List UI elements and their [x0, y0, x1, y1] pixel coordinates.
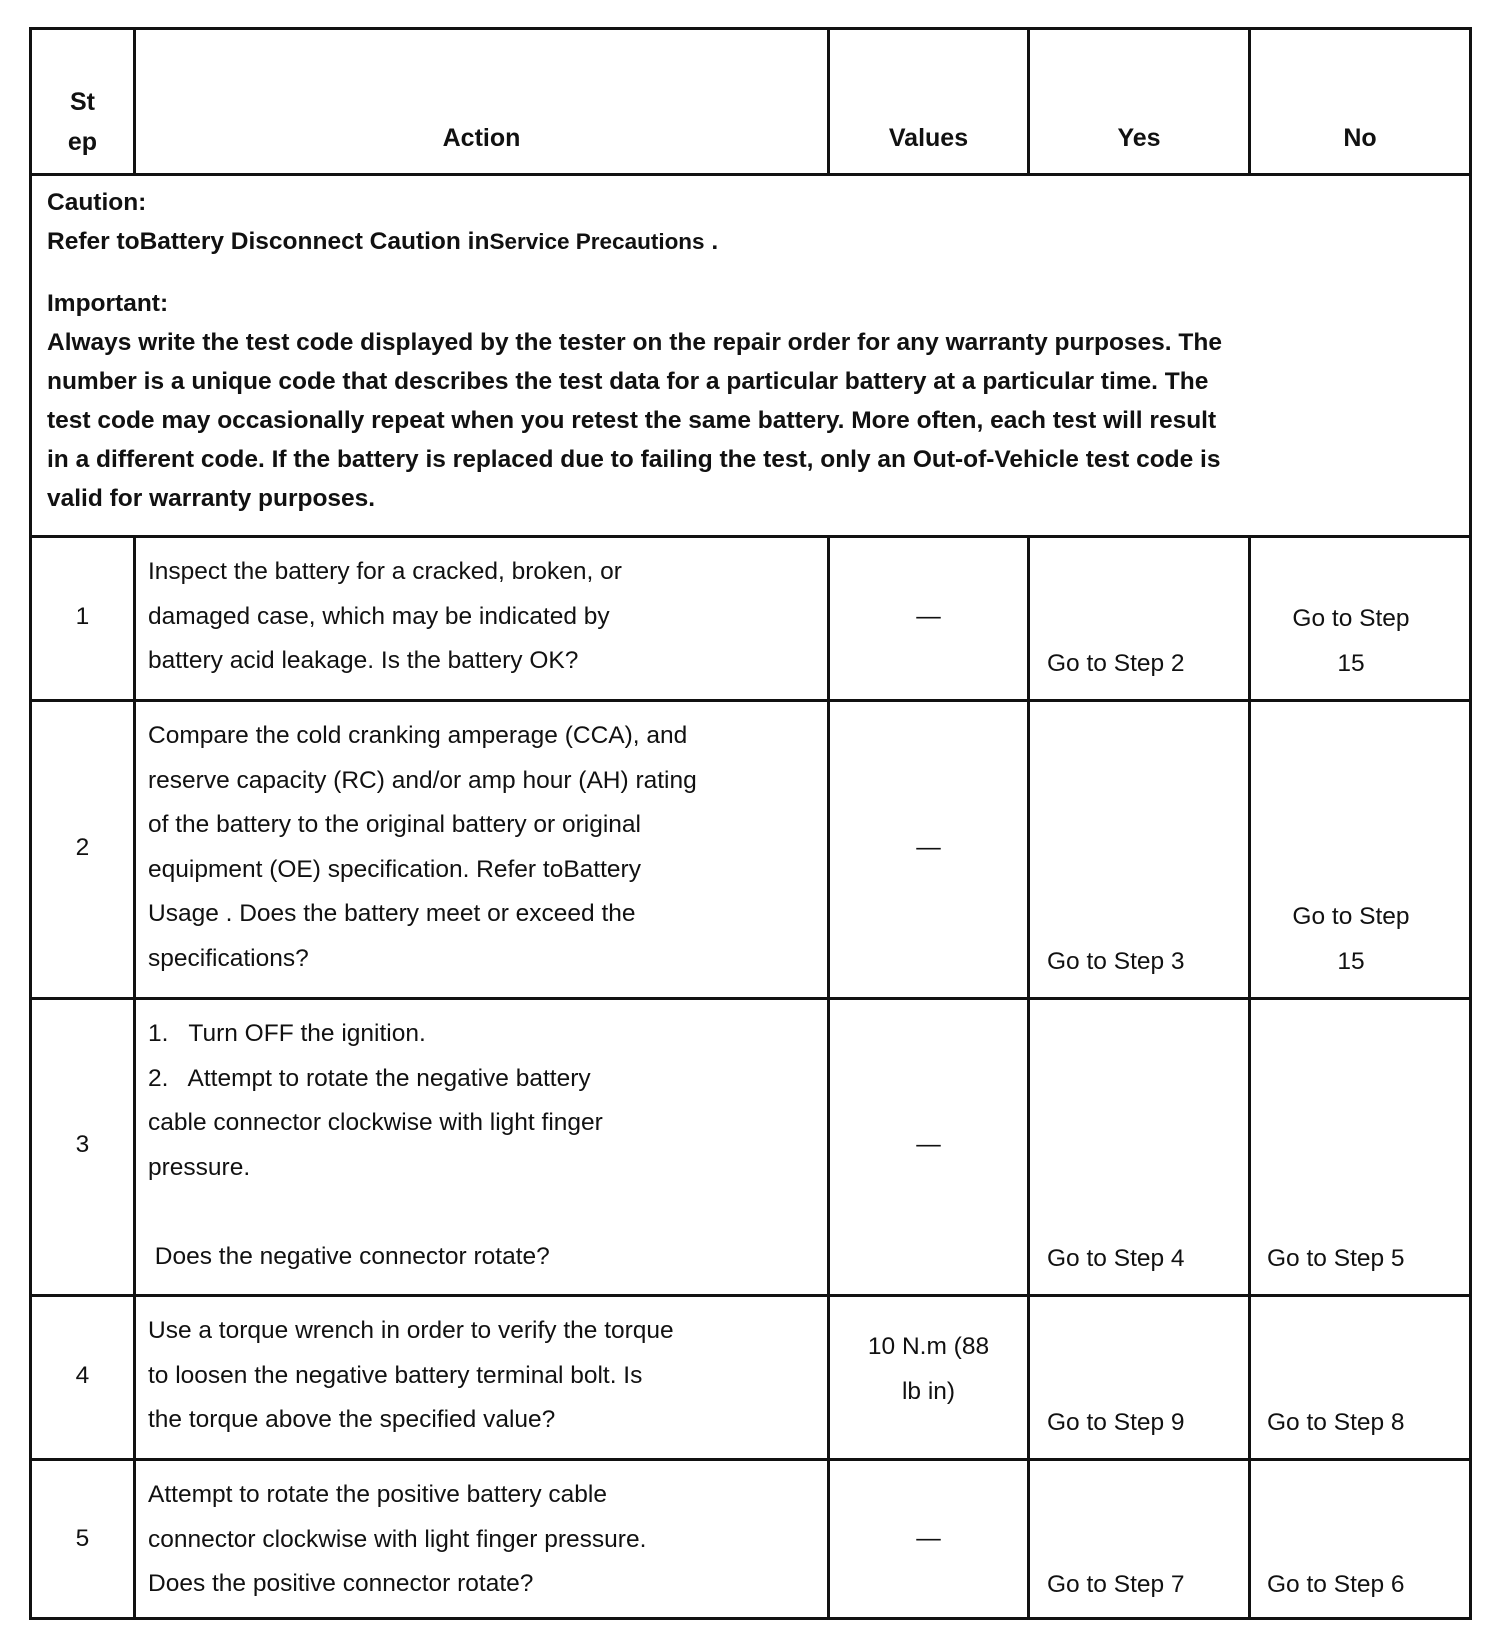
- value-text: [830, 1517, 1027, 1562]
- action-text: [148, 1473, 818, 1607]
- step-number-line: 1: [75, 602, 90, 630]
- yes-goto-link[interactable]: [1047, 642, 1247, 687]
- value-text-line: —: [916, 602, 941, 630]
- value-text-line: —: [916, 1524, 941, 1552]
- caution-text: [47, 222, 1429, 261]
- no-goto-link[interactable]: [1251, 895, 1451, 984]
- important-line: valid for warranty purposes.: [47, 485, 376, 512]
- battery-disconnect-caution-link[interactable]: Battery Disconnect Caution: [139, 228, 461, 255]
- value-text: [830, 1325, 1027, 1414]
- row-divider: [32, 699, 1469, 702]
- important-label: Important:: [47, 290, 169, 317]
- important-text: [47, 323, 1429, 518]
- no-goto-link[interactable]: [1251, 597, 1451, 686]
- value-text-line: 10 N.m (88: [867, 1333, 990, 1360]
- action-text-line: 1. Turn OFF the ignition.: [148, 1020, 426, 1047]
- yes-goto-link-line: Go to Step 2: [1047, 649, 1185, 677]
- important-line: in a different code. If the battery is replaced due to failing the test, only an Out-of-Vehicle test code is: [47, 446, 1221, 473]
- header-no: No: [1343, 124, 1377, 152]
- action-text: [148, 1309, 818, 1443]
- caution-prefix: Refer to: [47, 228, 140, 255]
- caution-note: [47, 183, 1429, 261]
- column-divider: [1027, 535, 1030, 1620]
- yes-goto-link-line: Go to Step 9: [1047, 1408, 1185, 1436]
- step-number: [32, 826, 133, 871]
- no-goto-link-line: Go to Step 8: [1267, 1408, 1405, 1436]
- notes-divider: [32, 535, 1469, 538]
- action-text-line: pressure.: [148, 1153, 251, 1181]
- no-goto-link[interactable]: [1267, 1401, 1467, 1446]
- important-line: Always write the test code displayed by the tester on the repair order for any warranty purposes. The: [47, 329, 1222, 356]
- value-text: [830, 826, 1027, 871]
- column-divider: [827, 535, 830, 1620]
- action-text-line: battery acid leakage. Is the battery OK?: [148, 647, 579, 674]
- caution-label: Caution:: [47, 189, 147, 216]
- diagnostic-table: [29, 27, 1472, 1620]
- header-step-line: St: [70, 88, 95, 116]
- action-text-line: specifications?: [148, 944, 309, 972]
- important-note: [47, 284, 1429, 518]
- action-text-line: connector clockwise with light finger pressure.: [148, 1525, 647, 1553]
- action-text-line: equipment (OE) specification. Refer toBattery: [148, 855, 641, 883]
- yes-goto-link[interactable]: [1047, 940, 1247, 985]
- action-text: [148, 714, 818, 981]
- value-text-line: —: [916, 833, 941, 861]
- service-precautions-link[interactable]: Service Precautions: [489, 229, 705, 254]
- action-text-line: 2. Attempt to rotate the negative battery: [148, 1064, 591, 1092]
- action-text-line: [148, 1190, 818, 1235]
- yes-goto-link[interactable]: [1047, 1237, 1247, 1282]
- important-line: test code may occasionally repeat when you retest the same battery. More often, each test will result: [47, 407, 1217, 434]
- action-text-line: reserve capacity (RC) and/or amp hour (AH) rating: [148, 766, 697, 794]
- no-goto-link-line: Go to Step: [1292, 903, 1410, 930]
- header-step-line: ep: [67, 128, 98, 156]
- action-text-line: Compare the cold cranking amperage (CCA), and: [148, 722, 688, 749]
- header-action: Action: [442, 124, 521, 152]
- step-number-line: 4: [75, 1361, 90, 1389]
- action-text: [148, 550, 818, 684]
- yes-goto-link-line: Go to Step 4: [1047, 1244, 1185, 1272]
- action-text-line: Does the positive connector rotate?: [148, 1570, 534, 1597]
- no-goto-link[interactable]: [1267, 1563, 1467, 1608]
- header-divider: [32, 173, 1469, 176]
- step-number: [32, 595, 133, 640]
- header-yes: Yes: [1117, 124, 1161, 152]
- action-text-line: to loosen the negative battery terminal bolt. Is: [148, 1361, 643, 1389]
- value-text: [830, 595, 1027, 640]
- no-goto-link-line: 15: [1337, 649, 1365, 677]
- action-text-line: Attempt to rotate the positive battery cable: [148, 1481, 607, 1508]
- yes-goto-link-line: Go to Step 3: [1047, 947, 1185, 975]
- action-text-line: Inspect the battery for a cracked, broken, or: [148, 558, 622, 585]
- no-goto-link[interactable]: [1267, 1237, 1467, 1282]
- step-number: [32, 1517, 133, 1562]
- step-number-line: 3: [75, 1131, 90, 1159]
- action-text-line: of the battery to the original battery or original: [148, 811, 642, 838]
- column-divider: [133, 535, 136, 1620]
- step-number-line: 5: [75, 1524, 90, 1552]
- yes-goto-link[interactable]: [1047, 1401, 1247, 1446]
- no-goto-link-line: Go to Step 6: [1267, 1570, 1405, 1598]
- important-line: number is a unique code that describes the test data for a particular battery at a particular time. The: [47, 368, 1209, 395]
- action-text-line: the torque above the specified value?: [148, 1406, 556, 1433]
- no-goto-link-line: 15: [1337, 947, 1365, 975]
- caution-end: .: [704, 228, 719, 255]
- yes-goto-link-line: Go to Step 7: [1047, 1570, 1185, 1598]
- row-divider: [32, 997, 1469, 1000]
- value-text: [830, 1123, 1027, 1168]
- action-text-line: Usage . Does the battery meet or exceed the: [148, 900, 636, 927]
- row-divider: [32, 1294, 1469, 1297]
- action-text-line: damaged case, which may be indicated by: [148, 602, 610, 630]
- action-text-line: cable connector clockwise with light finger: [148, 1109, 603, 1136]
- step-number-line: 2: [75, 833, 90, 861]
- no-goto-link-line: Go to Step 5: [1267, 1244, 1405, 1272]
- row-divider: [32, 1458, 1469, 1461]
- header-values: Values: [888, 124, 969, 152]
- value-text-line: —: [916, 1131, 941, 1159]
- step-number: [32, 1123, 133, 1168]
- action-text: [148, 1012, 818, 1279]
- caution-mid: in: [460, 228, 490, 255]
- header-step: [32, 82, 133, 162]
- column-divider: [1248, 535, 1251, 1620]
- yes-goto-link[interactable]: [1047, 1563, 1247, 1608]
- action-text-line: Does the negative connector rotate?: [148, 1242, 550, 1270]
- no-goto-link-line: Go to Step: [1292, 605, 1410, 632]
- value-text-line: lb in): [901, 1377, 956, 1405]
- action-text-line: Use a torque wrench in order to verify the torque: [148, 1317, 674, 1344]
- step-number: [32, 1354, 133, 1399]
